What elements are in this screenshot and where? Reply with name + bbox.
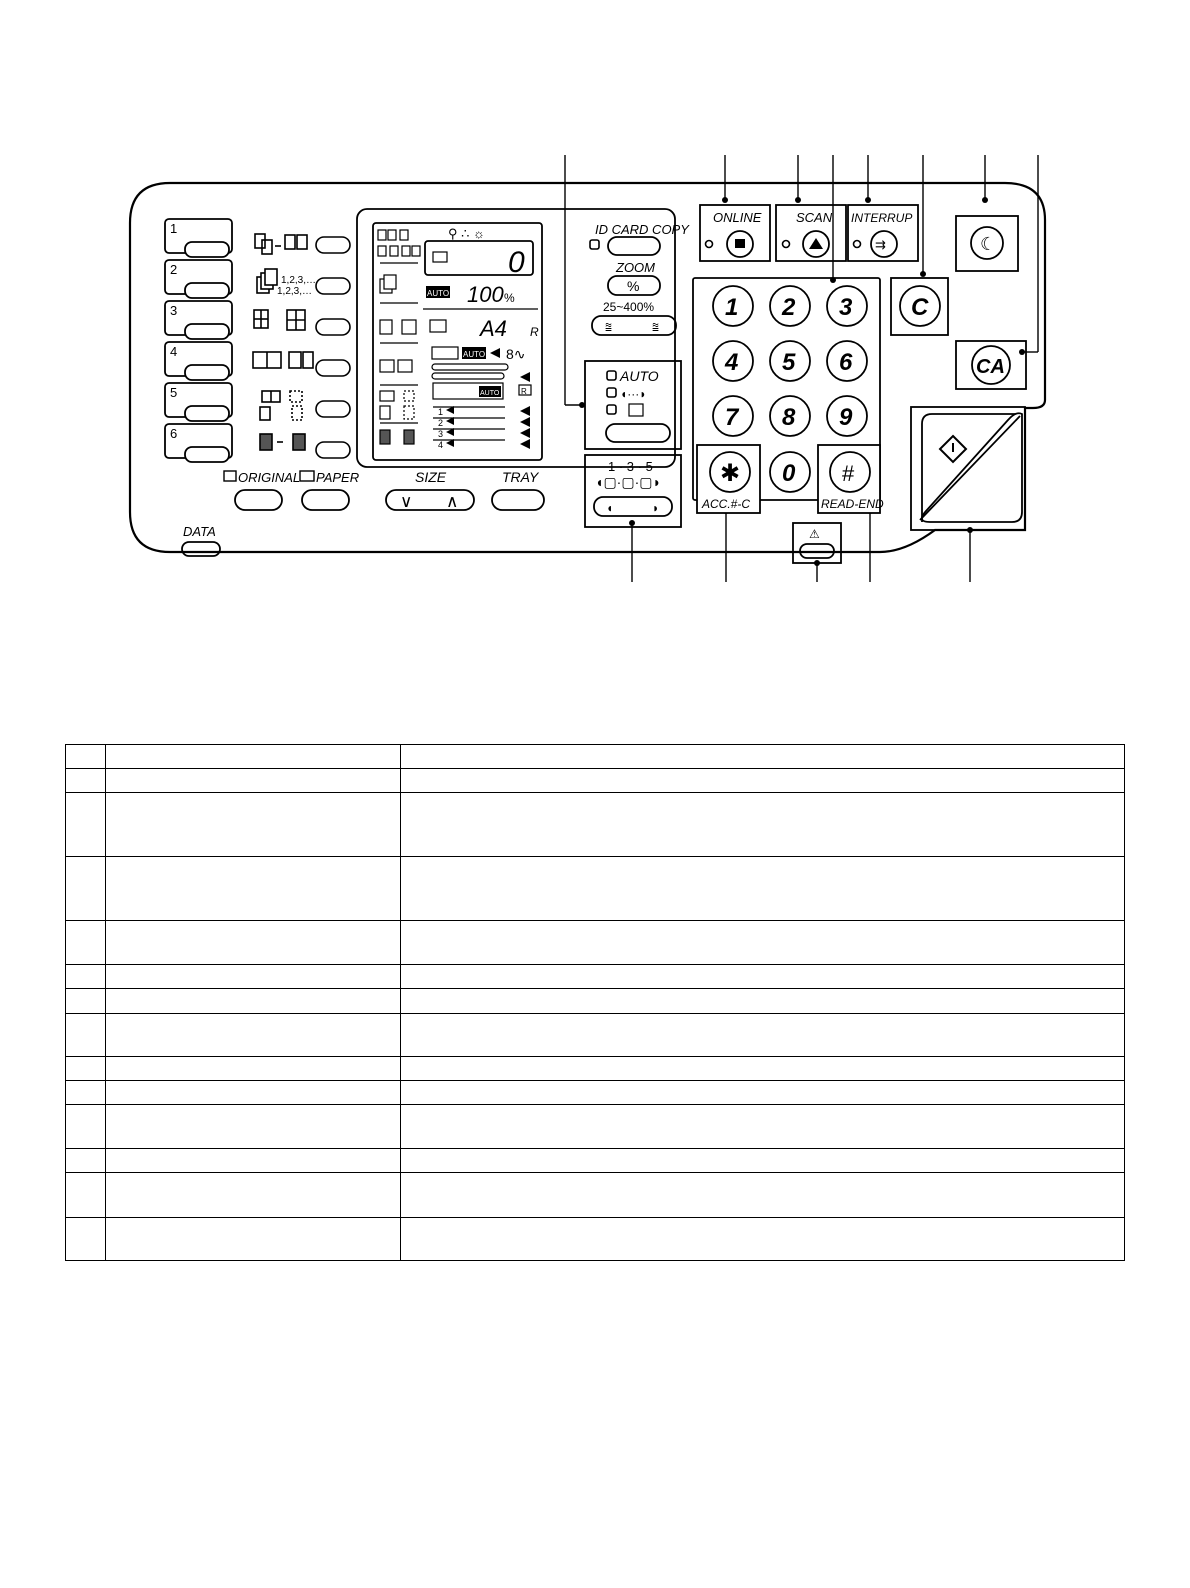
svg-text:5: 5 — [782, 349, 796, 376]
preset-button-1[interactable] — [165, 219, 232, 257]
tray-1: 1 — [438, 407, 444, 417]
key-1[interactable] — [713, 286, 753, 326]
paper-button[interactable] — [302, 490, 349, 510]
text-indicator — [607, 388, 616, 397]
interrupt-indicator — [854, 241, 861, 248]
original-icon — [224, 471, 236, 481]
size-down-icon: ∨ — [400, 492, 413, 511]
ratio-value: 100 — [467, 282, 504, 307]
svg-text:7: 7 — [725, 404, 739, 431]
sort-text-2: 1,2,3,… — [277, 286, 313, 297]
tray-3: 3 — [438, 429, 444, 439]
table-row — [66, 1217, 1125, 1260]
table-row — [66, 989, 1125, 1013]
duplex-mode-icon — [255, 234, 307, 254]
rotate-box-text: R — [521, 387, 527, 396]
size-up-icon: ∧ — [446, 492, 459, 511]
sort-button[interactable] — [316, 278, 350, 294]
key-0[interactable] — [770, 452, 810, 492]
key-8[interactable] — [770, 396, 810, 436]
copy-count: 0 — [508, 246, 525, 279]
svg-text:8: 8 — [782, 404, 796, 431]
tray-2: 2 — [438, 418, 444, 428]
read-end-label: READ-END — [821, 497, 884, 511]
table-row — [66, 920, 1125, 964]
svg-text:5: 5 — [170, 385, 178, 400]
svg-text:4: 4 — [170, 344, 178, 359]
table-row — [66, 1173, 1125, 1217]
interrupt-icon: ⇉ — [875, 237, 886, 252]
svg-text:3: 3 — [839, 294, 853, 321]
text-mode-icon: ◖···◗ — [620, 387, 647, 401]
svg-text:2: 2 — [782, 294, 796, 321]
ratio-unit: % — [504, 291, 515, 305]
paper-size-value: A4 — [480, 316, 507, 341]
paper-icon — [300, 471, 314, 481]
preset-button-3[interactable] — [165, 301, 232, 339]
key-7[interactable] — [713, 396, 753, 436]
online-label: ONLINE — [713, 210, 762, 225]
svg-text:6: 6 — [839, 349, 853, 376]
acc-c-label: ACC.#-C — [702, 497, 751, 511]
image-rotate-icon — [260, 434, 305, 450]
photo-mode-icon — [629, 404, 643, 416]
bypass-tray-icon — [432, 347, 458, 359]
scan-icon — [809, 238, 823, 249]
zoom-label: ZOOM — [616, 260, 655, 275]
id-card-copy-button[interactable] — [608, 237, 660, 255]
key-3[interactable] — [827, 286, 867, 326]
photo-indicator — [607, 405, 616, 414]
exposure-mode-button[interactable] — [606, 424, 670, 442]
key-9[interactable] — [827, 396, 867, 436]
svg-text:3: 3 — [170, 303, 178, 318]
preset-button-4[interactable] — [165, 342, 232, 380]
rotate-mark: R — [530, 325, 539, 339]
auto-indicator — [607, 371, 616, 380]
svg-text:CA: CA — [976, 356, 1005, 378]
online-icon — [735, 239, 745, 248]
combine-button[interactable] — [316, 319, 350, 335]
sort-mode-icon — [257, 269, 277, 293]
data-button[interactable] — [182, 542, 220, 556]
zoom-range-label: 25~400% — [603, 300, 655, 314]
id-card-indicator — [590, 240, 599, 249]
control-panel-diagram — [0, 0, 1190, 620]
scan-label: SCAN — [796, 210, 833, 225]
svg-text:9: 9 — [839, 404, 853, 431]
svg-text:4: 4 — [725, 349, 739, 376]
moon-icon: ☾ — [980, 234, 997, 254]
sort-text-1: 1,2,3,… — [281, 275, 317, 286]
exposure-level-indicators: ◖▢·▢·▢◗ — [595, 474, 661, 490]
lcd-display — [357, 209, 675, 467]
image-rotate-button[interactable] — [316, 442, 350, 458]
id-card-copy-label: ID CARD COPY — [595, 222, 689, 237]
zoom-down-icon: ⩰ — [605, 320, 613, 334]
start-diamond-icon — [940, 436, 966, 462]
tray-label: TRAY — [502, 469, 539, 485]
book-copy-button[interactable] — [316, 360, 350, 376]
auto-ratio-text: AUTO — [427, 289, 450, 298]
paper-label: PAPER — [316, 470, 360, 485]
numeric-keypad — [693, 278, 1026, 563]
table-row — [66, 745, 1125, 769]
svg-text:0: 0 — [782, 460, 796, 487]
key-5[interactable] — [770, 341, 810, 381]
svg-text:2: 2 — [170, 262, 178, 277]
legend-table — [65, 744, 1125, 1261]
table-row — [66, 1081, 1125, 1105]
clear-all-key[interactable] — [972, 346, 1010, 384]
key-4[interactable] — [713, 341, 753, 381]
tray-4: 4 — [438, 440, 444, 450]
paper-size-icon — [430, 320, 446, 332]
original-button[interactable] — [235, 490, 282, 510]
scan-indicator — [783, 241, 790, 248]
mode-keys — [700, 205, 1018, 271]
interrupt-label: INTERRUP — [851, 211, 913, 225]
card-shot-button[interactable] — [316, 401, 350, 417]
data-label: DATA — [183, 524, 216, 539]
darker-icon: ◗ — [652, 501, 660, 515]
duplex-button[interactable] — [316, 237, 350, 253]
exposure-scale: 1 · 3 · 5 — [608, 459, 653, 474]
table-row — [66, 1105, 1125, 1148]
table-row — [66, 1056, 1125, 1080]
table-row — [66, 769, 1125, 793]
copy-icon — [433, 252, 447, 262]
preset-button-2[interactable] — [165, 260, 232, 298]
zoom-symbol: % — [627, 278, 640, 294]
auto-tray-text: AUTO — [480, 390, 500, 397]
key-6[interactable] — [827, 341, 867, 381]
zoom-up-icon: ⩰ — [652, 320, 660, 334]
table-row — [66, 793, 1125, 857]
table-row — [66, 1013, 1125, 1056]
preset-button-5[interactable] — [165, 383, 232, 421]
warning-triangle-icon: ⚠ — [809, 527, 820, 541]
legend-table-container — [65, 744, 1125, 1261]
original-label: ORIGINAL — [238, 470, 301, 485]
card-shot-icon — [260, 391, 302, 420]
bottom-row — [182, 469, 544, 556]
preset-button-6[interactable] — [165, 424, 232, 462]
misfeed-icon: 8∿ — [506, 346, 526, 362]
book-copy-icon — [253, 352, 313, 368]
preset-buttons — [165, 219, 232, 462]
svg-text:1: 1 — [170, 221, 178, 236]
tray-button[interactable] — [492, 490, 544, 510]
table-row — [66, 857, 1125, 921]
table-row — [66, 965, 1125, 989]
svg-text:1: 1 — [725, 294, 739, 321]
svg-text:C: C — [911, 294, 929, 321]
asterisk-icon: ✱ — [720, 460, 741, 487]
auto-paper-text: AUTO — [463, 350, 486, 359]
lighter-icon: ◖ — [606, 501, 614, 515]
online-indicator — [706, 241, 713, 248]
key-2[interactable] — [770, 286, 810, 326]
energy-saver-icon: ⚲ ∴ ☼ — [448, 226, 485, 241]
size-label: SIZE — [415, 469, 447, 485]
hash-icon: # — [842, 461, 855, 486]
auto-label: AUTO — [620, 368, 659, 384]
combine-mode-icon — [254, 310, 305, 330]
table-row — [66, 1148, 1125, 1172]
svg-text:6: 6 — [170, 426, 178, 441]
function-buttons — [253, 234, 350, 458]
clear-key[interactable] — [900, 286, 940, 326]
